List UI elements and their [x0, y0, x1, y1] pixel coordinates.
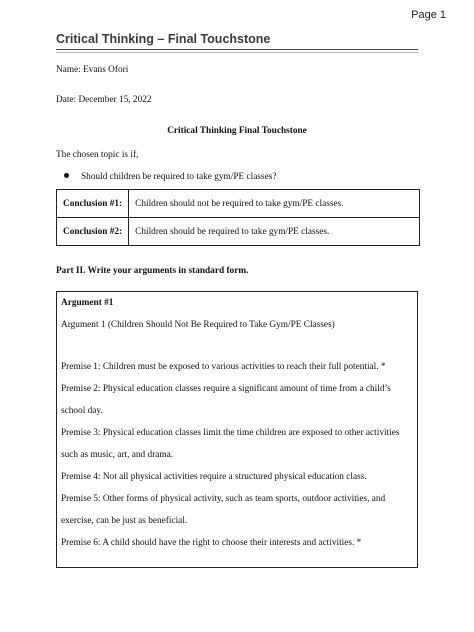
premise-line: such as music, art, and drama.	[61, 450, 174, 460]
conclusion-text: Children should not be required to take gym/PE classes.	[129, 190, 420, 218]
name-line: Name: Evans Ofori	[56, 65, 129, 75]
premise-line: Premise 1: Children must be exposed to various activities to reach their full potential. *	[61, 362, 386, 372]
header-rule-thin	[56, 52, 418, 53]
argument-box	[56, 291, 418, 568]
argument-heading: Argument #1	[61, 298, 114, 308]
topic-intro: The chosen topic is if,	[56, 150, 139, 160]
premise-line: Premise 5: Other forms of physical activity, such as team sports, outdoor activities, and	[61, 494, 386, 504]
premise-line: Premise 6: A child should have the right to choose their interests and activities. *	[61, 538, 362, 548]
conclusion-label: Conclusion #2:	[57, 218, 129, 246]
part-heading: Part II. Write your arguments in standard form.	[56, 266, 249, 276]
premise-line: Premise 2: Physical education classes require a significant amount of time from a child’s	[61, 384, 391, 394]
premise-line: Premise 4: Not all physical activities require a structured physical education class.	[61, 472, 367, 482]
argument-subtitle: Argument 1 (Children Should Not Be Required to Take Gym/PE Classes)	[61, 320, 335, 330]
header-title: Critical Thinking – Final Touchstone	[56, 32, 271, 46]
topic-bullet-text: Should children be required to take gym/PE classes?	[81, 172, 277, 182]
topic-bullet-item	[64, 172, 276, 182]
table-row	[57, 190, 420, 218]
conclusion-label: Conclusion #1:	[57, 190, 129, 218]
header-rule	[56, 49, 418, 50]
table-row	[57, 218, 420, 246]
conclusions-table	[56, 189, 420, 246]
conclusion-text: Children should be required to take gym/PE classes.	[129, 218, 420, 246]
premise-line: Premise 3: Physical education classes limit the time children are exposed to other activities	[61, 428, 400, 438]
document-title: Critical Thinking Final Touchstone	[167, 126, 307, 136]
date-line: Date: December 15, 2022	[56, 95, 152, 105]
premise-line: exercise, can be just as beneficial.	[61, 516, 188, 526]
bullet-icon	[64, 173, 69, 178]
premise-line: school day.	[61, 406, 103, 416]
page-number: Page 1	[411, 9, 446, 21]
